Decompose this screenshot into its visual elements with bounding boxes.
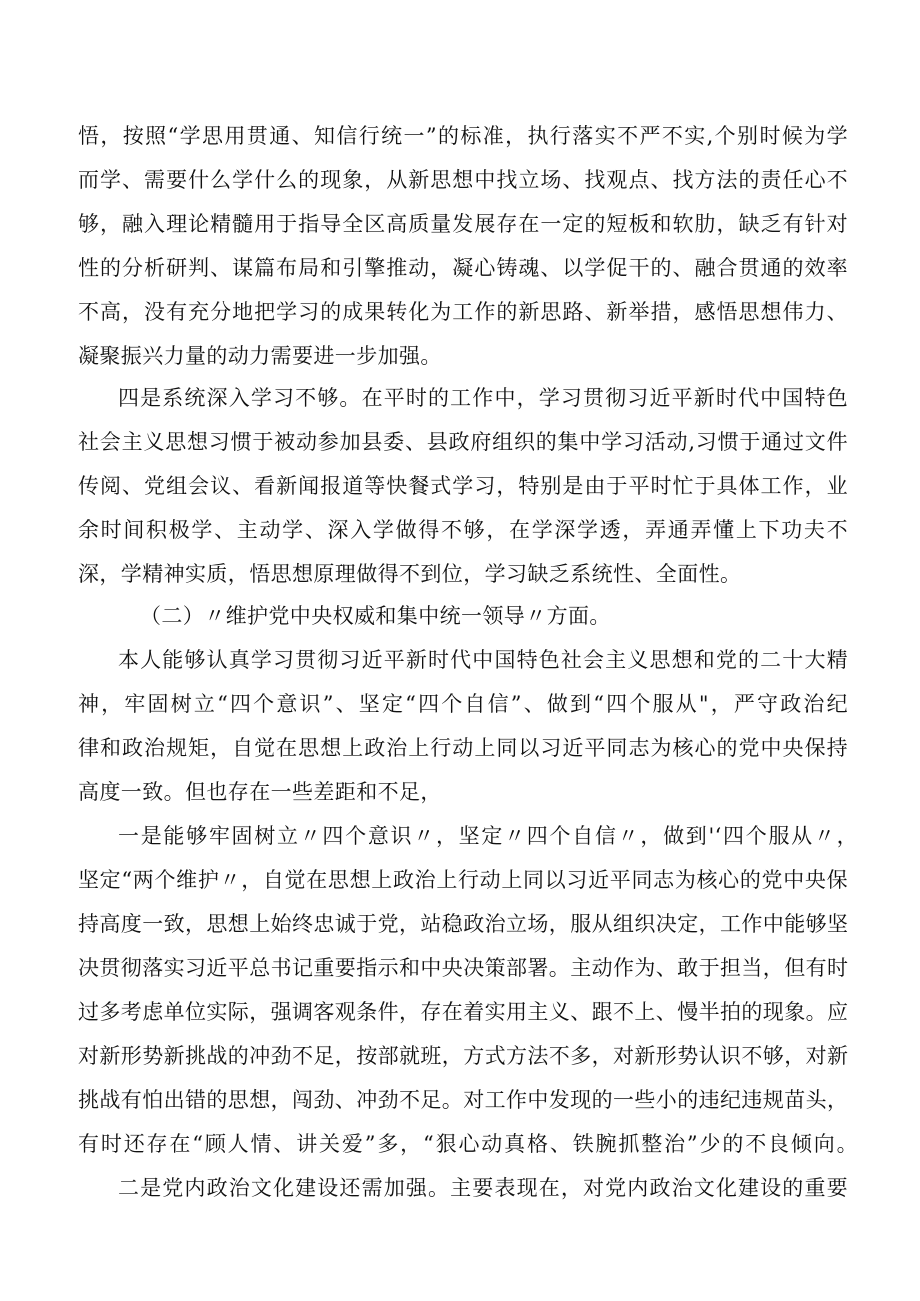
paragraph-line: 本人能够认真学习贯彻习近平新时代中国特色社会主义思想和党的二十大精	[118, 648, 848, 672]
paragraph-line: 余时间积极学、主动学、深入学做得不够，在学深学透，弄通弄懂上下功夫不	[78, 518, 848, 542]
paragraph-line: 深，学精神实质，悟思想原理做得不到位，学习缺乏系统性、全面性。	[78, 562, 742, 586]
paragraph-line: 悟，按照“学思用贯通、知信行统一”的标准，执行落实不严不实,个别时候为学	[78, 124, 848, 148]
paragraph-line: 凝聚振兴力量的动力需要进一步加强。	[78, 344, 442, 368]
paragraph-line: 够，融入理论精髓用于指导全区高质量发展存在一定的短板和软肋，缺乏有针对	[78, 212, 848, 236]
paragraph-line: 性的分析研判、谋篇布局和引擎推动，凝心铸魂、以学促干的、融合贯通的效率	[78, 256, 848, 280]
paragraph-line: 过多考虑单位实际，强调客观条件，存在着实用主义、跟不上、慢半拍的现象。应	[78, 1000, 849, 1024]
paragraph-line: 四是系统深入学习不够。在平时的工作中，学习贯彻习近平新时代中国特色	[118, 386, 848, 410]
paragraph-line: 坚定“两个维护〃，自觉在思想上政治上行动上同以习近平同志为核心的党中央保	[78, 868, 848, 892]
paragraph-line: 律和政治规矩，自觉在思想上政治上行动上同以习近平同志为核心的党中央保持	[78, 736, 848, 760]
paragraph-line: 神，牢固树立“四个意识”、坚定“四个自信”、做到“四个服从"，严守政治纪	[78, 692, 848, 716]
paragraph-line: 二是党内政治文化建设还需加强。主要表现在，对党内政治文化建设的重要	[118, 1176, 848, 1200]
paragraph-line: 一是能够牢固树立〃四个意识〃，坚定〃四个自信〃，做到'‘四个服从〃，	[118, 824, 858, 848]
paragraph-line: 决贯彻落实习近平总书记重要指示和中央决策部署。主动作为、敢于担当，但有时	[78, 956, 849, 980]
paragraph-line: 高度一致。但也存在一些差距和不足，	[78, 780, 442, 804]
paragraph-line: 对新形势新挑战的冲劲不足，按部就班，方式方法不多，对新形势认识不够，对新	[78, 1044, 849, 1068]
paragraph-line: 传阅、党组会议、看新闻报道等快餐式学习，特别是由于平时忙于具体工作，业	[78, 474, 848, 498]
paragraph-line: 不高，没有充分地把学习的成果转化为工作的新思路、新举措，感悟思想伟力、	[78, 300, 848, 324]
paragraph-line: 有时还存在“顾人情、讲关爱”多，“狠心动真格、铁腕抓整治”少的不良倾向。	[78, 1132, 858, 1156]
paragraph-line: 挑战有怕出错的思想，闯劲、冲劲不足。对工作中发现的一些小的违纪违规苗头，	[78, 1088, 849, 1112]
section-heading: （二）〃维护党中央权威和集中统一领导〃方面。	[140, 604, 611, 628]
paragraph-line: 持高度一致，思想上始终忠诚于党，站稳政治立场，服从组织决定，工作中能够坚	[78, 912, 849, 936]
paragraph-line: 而学、需要什么学什么的现象，从新思想中找立场、找观点、找方法的责任心不	[78, 168, 848, 192]
paragraph-line: 社会主义思想习惯于被动参加县委、县政府组织的集中学习活动,习惯于通过文件	[78, 430, 848, 454]
